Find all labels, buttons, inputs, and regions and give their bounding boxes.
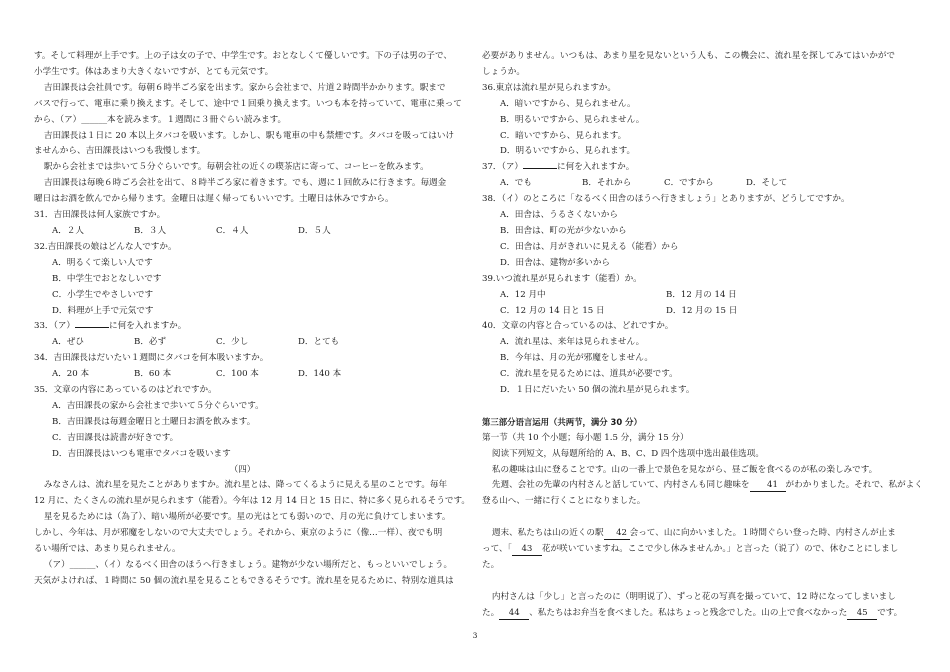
option-a[interactable]: A．でも	[500, 178, 532, 189]
option-d[interactable]: D．明るいですから、見られます。	[500, 146, 636, 157]
page-number: 3	[472, 631, 478, 640]
text-line: るい場所では、あまり見られません。	[34, 544, 181, 555]
option-d[interactable]: D．とても	[298, 337, 340, 348]
option-a[interactable]: A．20 本	[52, 369, 90, 380]
text-line: 駅から会社までは歩いて５分ぐらいです。毎朝会社の近くの喫茶店に寄って、コーヒーを飲みます。	[43, 162, 429, 173]
option-b[interactable]: B．中学生でおとなしいです	[52, 273, 162, 284]
option-d[interactable]: D．140 本	[298, 369, 342, 380]
text-line: から、（ア）______本を読みます。１週間に３冊ぐらい読みます。	[34, 114, 287, 125]
text-fragment: 週末、私たちは山の近くの駅	[491, 528, 604, 539]
option-b[interactable]: B．それから	[582, 178, 632, 189]
question-32-stem: 32.吉田課長の娘はどんな人ですか。	[34, 241, 177, 252]
blank-43[interactable]: 43	[512, 543, 542, 556]
instruction: 阅读下列短文，从每题所给的 A、B、C、D 四个选项中选出最佳选项。	[491, 448, 764, 459]
option-c[interactable]: C．12 月の 14 日と 15 日	[500, 305, 605, 316]
left-column	[34, 49, 471, 590]
question-33-options	[34, 335, 451, 351]
text-line: 曜日はお酒を飲んでから帰ります。金曜日は遅く帰ってもいいです。土曜日は休みですから。	[34, 194, 394, 205]
option-b[interactable]: B．12 月の 14 日	[666, 289, 737, 300]
option-a[interactable]: A．流れ星は、来年は見られません。	[500, 337, 645, 348]
option-c[interactable]: C．100 本	[216, 369, 259, 380]
text-line: た。	[482, 559, 500, 570]
option-d[interactable]: D．田舎は、建物が多いから	[500, 257, 611, 268]
option-c[interactable]: C．４人	[216, 225, 249, 236]
option-d[interactable]: D．そして	[746, 178, 788, 189]
text-line: みなさんは、流れ星を見たことがありますか。流れ星とは、降ってくるように見える星のことです。毎年	[43, 480, 448, 491]
text-line	[482, 542, 899, 558]
part-title: 第三部分语言运用（共两节，满分 30 分）	[482, 416, 642, 427]
question-39-options-row-1	[482, 288, 899, 304]
text-line: （ア）______、（イ）なるべく田舎のほうへ行きましょう。建物が少ない場所だと、もっといいでしょう。	[43, 560, 453, 570]
option-b[interactable]: B．吉田課長は毎週金曜日と土曜日お酒を飲みます。	[52, 416, 256, 427]
text-fragment: って、「	[482, 544, 512, 555]
question-31-stem: 31．吉田課長は何人家族ですか。	[34, 210, 166, 221]
question-37-stem	[482, 160, 899, 176]
text-line: 小学生です。体はあまり大きくないですが、とても元気です。	[34, 66, 274, 77]
text-fragment: 花が咲いていますね。ここで少し休みませんか。」と言った（说了）ので、休むことにしまし	[541, 544, 899, 555]
option-c[interactable]: C．流れ星を見るためには、道具が必要です。	[500, 369, 678, 380]
option-a[interactable]: A．明るくて楽しい人です	[52, 257, 153, 268]
question-31-options	[34, 224, 451, 240]
text-line: 必要がありません。いつもは、あまり星を見ないという人も、この機会に、流れ星を探してみてはいかがで	[482, 51, 896, 61]
text-line: 内村さんは「少し」と言ったのに（明明说了）、ずっと花の写真を撮っていて、12 時になってしまいまし	[491, 591, 896, 602]
stem-prefix: 33．（ア）	[34, 321, 76, 332]
text-line: す。そして料理が上手です。上の子は女の子で、中学生です。おとなしくて優しいです。下の子は男の子で、	[34, 51, 453, 61]
option-a[interactable]: A．田舎は、うるさくないから	[500, 210, 618, 221]
option-a[interactable]: A．暗いですから、見られません。	[500, 98, 636, 109]
option-a[interactable]: A．12 月中	[500, 289, 546, 300]
option-a[interactable]: A．吉田課長の家から会社まで歩いて５分ぐらいです。	[52, 400, 264, 411]
question-37-options	[482, 176, 899, 192]
option-c[interactable]: C．暗いですから、見られます。	[500, 130, 627, 141]
option-d[interactable]: D．吉田課長はいつも電車でタバコを吸います	[52, 448, 231, 459]
text-line	[482, 606, 903, 622]
option-a[interactable]: A．ぜひ	[52, 337, 84, 348]
text-fragment: 会って、山に向かいました。１時間ぐらい登った時、内村さんが止ま	[629, 528, 896, 539]
answer-blank	[75, 327, 109, 328]
text-fragment: がわかりました。それで、私がよく	[785, 480, 923, 491]
text-line: 吉田課長は１日に 20 本以上タバコを吸います。しかし、駅も電車の中も禁煙です。タバコを吸ってはいけ	[43, 130, 455, 141]
text-fragment: 先週、会社の先輩の内村さんと話していて、内村さんも同じ趣味を	[491, 480, 750, 491]
question-38-stem: 38．（イ）のところに「なるべく田舎のほうへ行きましょう」とありますが、どうしてですか。	[482, 194, 850, 205]
option-b[interactable]: B．田舎は、町の光が少ないから	[500, 225, 627, 236]
question-39-options-row-2	[482, 304, 899, 320]
text-line: しかし、今年は、月が邪魔をしないので大丈夫でしょう。それから、東京のように（像…一样）、夜でも明	[34, 528, 443, 539]
spacer	[482, 399, 899, 415]
text-line: ませんから、吉田課長はいつも我慢します。	[34, 146, 206, 157]
text-line: 12 月に、たくさんの流れ星が見られます（能看）。今年は 12 月 14 日と 15 日に、特に多く見られるそうです。	[34, 496, 471, 507]
question-33-stem	[34, 319, 451, 335]
text-fragment: 、私たちはお弁当を食べました。私はちょっと残念でした。山の上で食べなかった	[529, 607, 848, 618]
option-b[interactable]: B．３人	[134, 225, 167, 236]
question-34-options	[34, 367, 451, 383]
question-36-stem: 36.東京は流れ星が見られますか。	[482, 82, 616, 93]
text-line	[482, 526, 899, 542]
option-d[interactable]: D．12 月の 15 日	[666, 305, 738, 316]
stem-suffix: に何を入れますか。	[109, 321, 187, 332]
spacer	[482, 510, 899, 526]
question-34-stem: 34．吉田課長はだいたい１週間にタバコを何本吸いますか。	[34, 353, 269, 364]
text-line: 天気がよければ、１時間に 50 個の流れ星を見ることもできるそうです。流れ星を見るために、特別な道具は	[34, 575, 454, 586]
text-fragment: た。	[482, 607, 500, 618]
answer-blank	[523, 168, 557, 169]
option-c[interactable]: C．少し	[216, 337, 249, 348]
text-line: バスで行って、電車に乗り換えます。そして、途中で１回乗り換えます。いつも本を持っていて、電車に乗って	[34, 98, 462, 109]
blank-45[interactable]: 45	[847, 607, 877, 620]
blank-41[interactable]: 41	[750, 479, 786, 492]
stem-suffix: に何を入れますか。	[557, 162, 635, 173]
blank-44[interactable]: 44	[499, 607, 529, 620]
option-b[interactable]: B．60 本	[134, 369, 172, 380]
option-c[interactable]: C．吉田課長は読書が好きです。	[52, 432, 179, 443]
option-d[interactable]: D．５人	[298, 225, 331, 236]
spacer	[482, 574, 899, 590]
text-line: 吉田課長は会社員です。毎朝６時半ごろ家を出ます。家から会社まで、片道２時間半かかります。駅まで	[43, 82, 446, 93]
text-line: 吉田課長は毎晩６時ごろ会社を出て、８時半ごろ家に着きます。でも、週に１回飲みに行きます。毎週金	[43, 178, 447, 189]
text-line: 星を見るためには（為了）、暗い場所が必要です。星の光はとても弱いので、月の光に負けてしまいます。	[43, 512, 451, 523]
blank-42[interactable]: 42	[604, 527, 630, 540]
option-d[interactable]: D．１日にだいたい 50 個の流れ星が見られます。	[500, 385, 695, 396]
option-b[interactable]: B．明るいですから、見られません。	[500, 114, 645, 125]
question-40-stem: 40．文章の内容と合っているのは、どれですか。	[482, 321, 674, 332]
option-c[interactable]: C．ですから	[664, 178, 714, 189]
text-line: しょうか。	[482, 66, 525, 77]
right-column	[482, 49, 923, 622]
text-line: 登る山へ、一緒に行くことになりました。	[482, 496, 646, 507]
section-title: 第一节（共 10 个小题；每小题 1.5 分，满分 15 分）	[482, 432, 689, 443]
option-d[interactable]: D．料理が上手で元気です	[52, 305, 154, 316]
passage-heading: （四）	[229, 464, 256, 475]
text-line: 私の趣味は山に登ることです。山の一番上で景色を見ながら、昼ご飯を食べるのが私の楽しみです。	[491, 464, 878, 475]
text-line	[482, 478, 923, 494]
question-39-stem: 39.いつ流れ星が見られます（能看）か。	[482, 273, 642, 284]
question-35-stem: 35．文章の内容にあっているのはどれですか。	[34, 385, 217, 396]
text-fragment: です。	[877, 607, 903, 618]
option-c[interactable]: C．小学生でやさしいです	[52, 289, 154, 300]
stem-prefix: 37．（ア）	[482, 162, 524, 173]
option-b[interactable]: B．今年は、月の光が邪魔をしません。	[500, 353, 653, 364]
option-a[interactable]: A．２人	[52, 225, 84, 236]
option-b[interactable]: B．必ず	[134, 337, 167, 348]
option-c[interactable]: C．田舎は、月がきれいに見える（能看）から	[500, 241, 679, 252]
